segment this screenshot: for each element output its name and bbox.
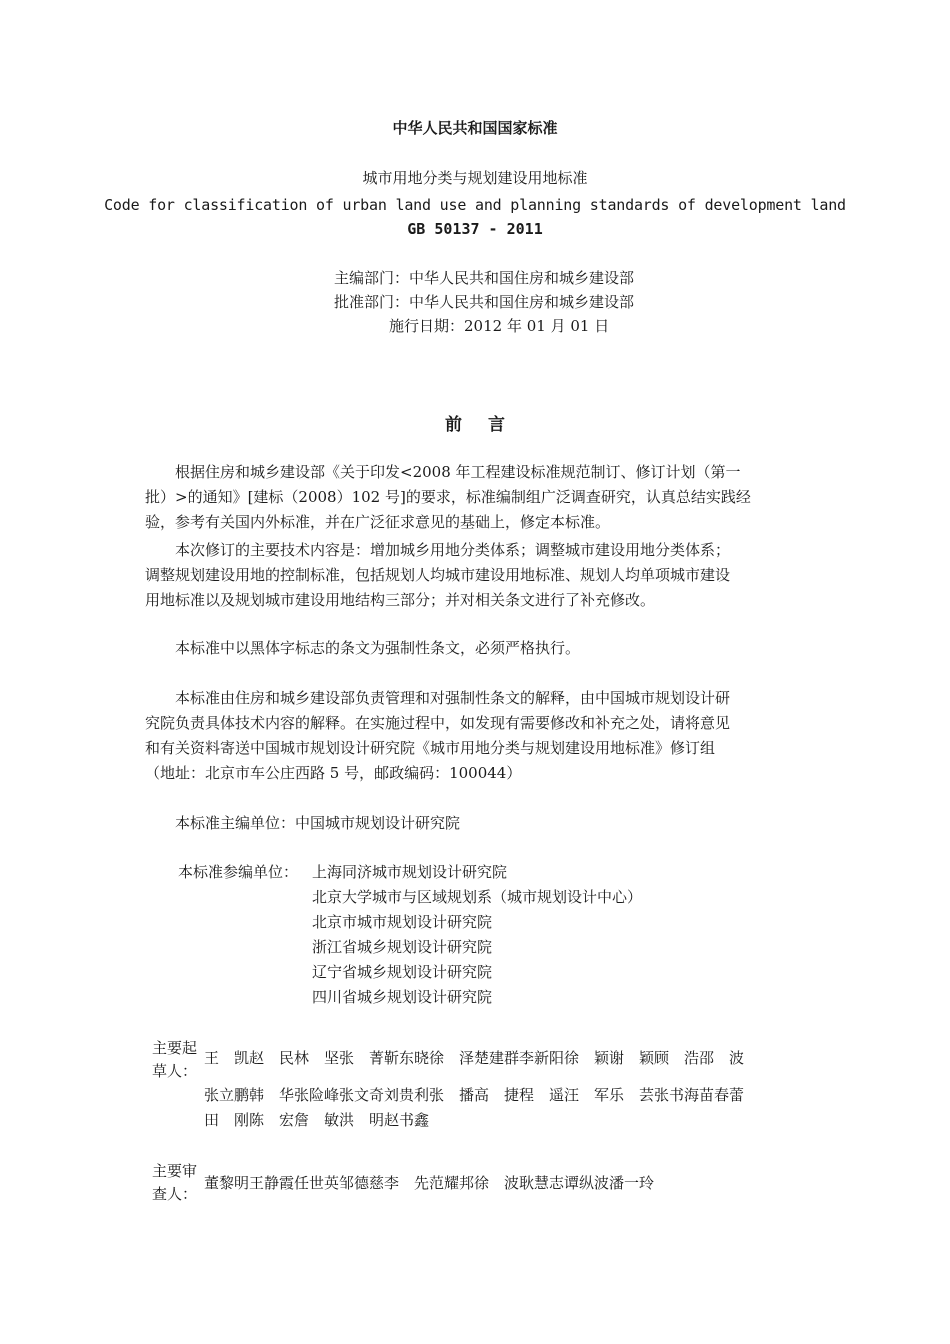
paragraph-line: 本标准中以黑体字标志的条文为强制性条文，必须严格执行。 bbox=[145, 639, 581, 657]
preface-paragraph-3 bbox=[145, 636, 810, 661]
drafters-names bbox=[204, 1046, 744, 1133]
paragraph-line: 调整规划建设用地的控制标准，包括规划人均城市建设用地标准、规划人均单项城市建设 bbox=[145, 566, 731, 584]
chief-unit bbox=[145, 811, 810, 836]
drafters-label-line: 草人： bbox=[152, 1062, 198, 1080]
drafters-label-line: 主要起 bbox=[152, 1039, 198, 1057]
drafters-label bbox=[152, 1037, 204, 1083]
reviewers-label bbox=[152, 1160, 204, 1206]
chief-department: 主编部门：中华人民共和国住房和城乡建设部 bbox=[334, 269, 635, 287]
paragraph-line: （地址：北京市车公庄西路 5 号，邮政编码：100044） bbox=[145, 764, 522, 782]
preface-heading: 前言 bbox=[445, 415, 531, 435]
reviewers-names: 董黎明王静霞任世英邹德慈李 先范耀邦徐 波耿慧志谭纵波潘一玲 bbox=[204, 1174, 655, 1192]
participant-unit: 浙江省城乡规划设计研究院 bbox=[312, 938, 493, 956]
preface-paragraph-2 bbox=[145, 538, 810, 613]
drafters-line: 张立鹏韩 华张险峰张文奇刘贵利张 播高 捷程 遥汪 军乐 芸张书海苗春蕾 bbox=[204, 1086, 745, 1104]
spacer bbox=[204, 1071, 744, 1083]
participants-label: 本标准参编单位： bbox=[178, 863, 299, 881]
drafters-line: 田 刚陈 宏詹 敏洪 明赵书鑫 bbox=[204, 1111, 430, 1129]
chief-unit-text: 本标准主编单位：中国城市规划设计研究院 bbox=[145, 814, 461, 832]
national-standard-heading: 中华人民共和国国家标准 bbox=[392, 119, 558, 137]
standard-title-cn: 城市用地分类与规划建设用地标准 bbox=[362, 169, 588, 187]
paragraph-line: 和有关资料寄送中国城市规划设计研究院《城市用地分类与规划建设用地标准》修订组 bbox=[145, 739, 716, 757]
reviewers-label-line: 查人： bbox=[152, 1185, 198, 1203]
standard-number: GB 50137 - 2011 bbox=[407, 220, 543, 238]
paragraph-line: 批）>的通知》[建标（2008）102 号]的要求，标准编制组广泛调查研究，认真总结实践经 bbox=[145, 488, 751, 506]
preface-paragraph-4 bbox=[145, 686, 810, 786]
participant-unit: 上海同济城市规划设计研究院 bbox=[312, 863, 508, 881]
participant-unit: 辽宁省城乡规划设计研究院 bbox=[312, 963, 493, 981]
paragraph-line: 本标准由住房和城乡建设部负责管理和对强制性条文的解释，由中国城市规划设计研 bbox=[145, 689, 731, 707]
paragraph-line: 究院负责具体技术内容的解释。在实施过程中，如发现有需要修改和补充之处，请将意见 bbox=[145, 714, 731, 732]
preface-paragraph-1 bbox=[145, 460, 810, 535]
paragraph-line: 本次修订的主要技术内容是：增加城乡用地分类体系；调整城市建设用地分类体系； bbox=[145, 541, 731, 559]
approval-department: 批准部门：中华人民共和国住房和城乡建设部 bbox=[334, 293, 635, 311]
drafters-line: 王 凯赵 民林 坚张 菁靳东晓徐 泽楚建群李新阳徐 颖谢 颖顾 浩邵 波 bbox=[204, 1049, 745, 1067]
participant-unit: 北京大学城市与区域规划系（城市规划设计中心） bbox=[312, 888, 643, 906]
participant-unit: 四川省城乡规划设计研究院 bbox=[312, 988, 493, 1006]
participants-list bbox=[312, 860, 642, 1010]
paragraph-line: 用地标准以及规划城市建设用地结构三部分；并对相关条文进行了补充修改。 bbox=[145, 591, 656, 609]
paragraph-line: 验，参考有关国内外标准，并在广泛征求意见的基础上，修定本标准。 bbox=[145, 513, 611, 531]
reviewers-label-line: 主要审 bbox=[152, 1162, 198, 1180]
effective-date: 施行日期：2012 年 01 月 01 日 bbox=[389, 317, 610, 335]
paragraph-line: 根据住房和城乡建设部《关于印发<2008 年工程建设标准规范制订、修订计划（第一 bbox=[145, 463, 741, 481]
participant-unit: 北京市城市规划设计研究院 bbox=[312, 913, 493, 931]
standard-title-en: Code for classification of urban land use and planning standards of development land bbox=[104, 196, 846, 214]
